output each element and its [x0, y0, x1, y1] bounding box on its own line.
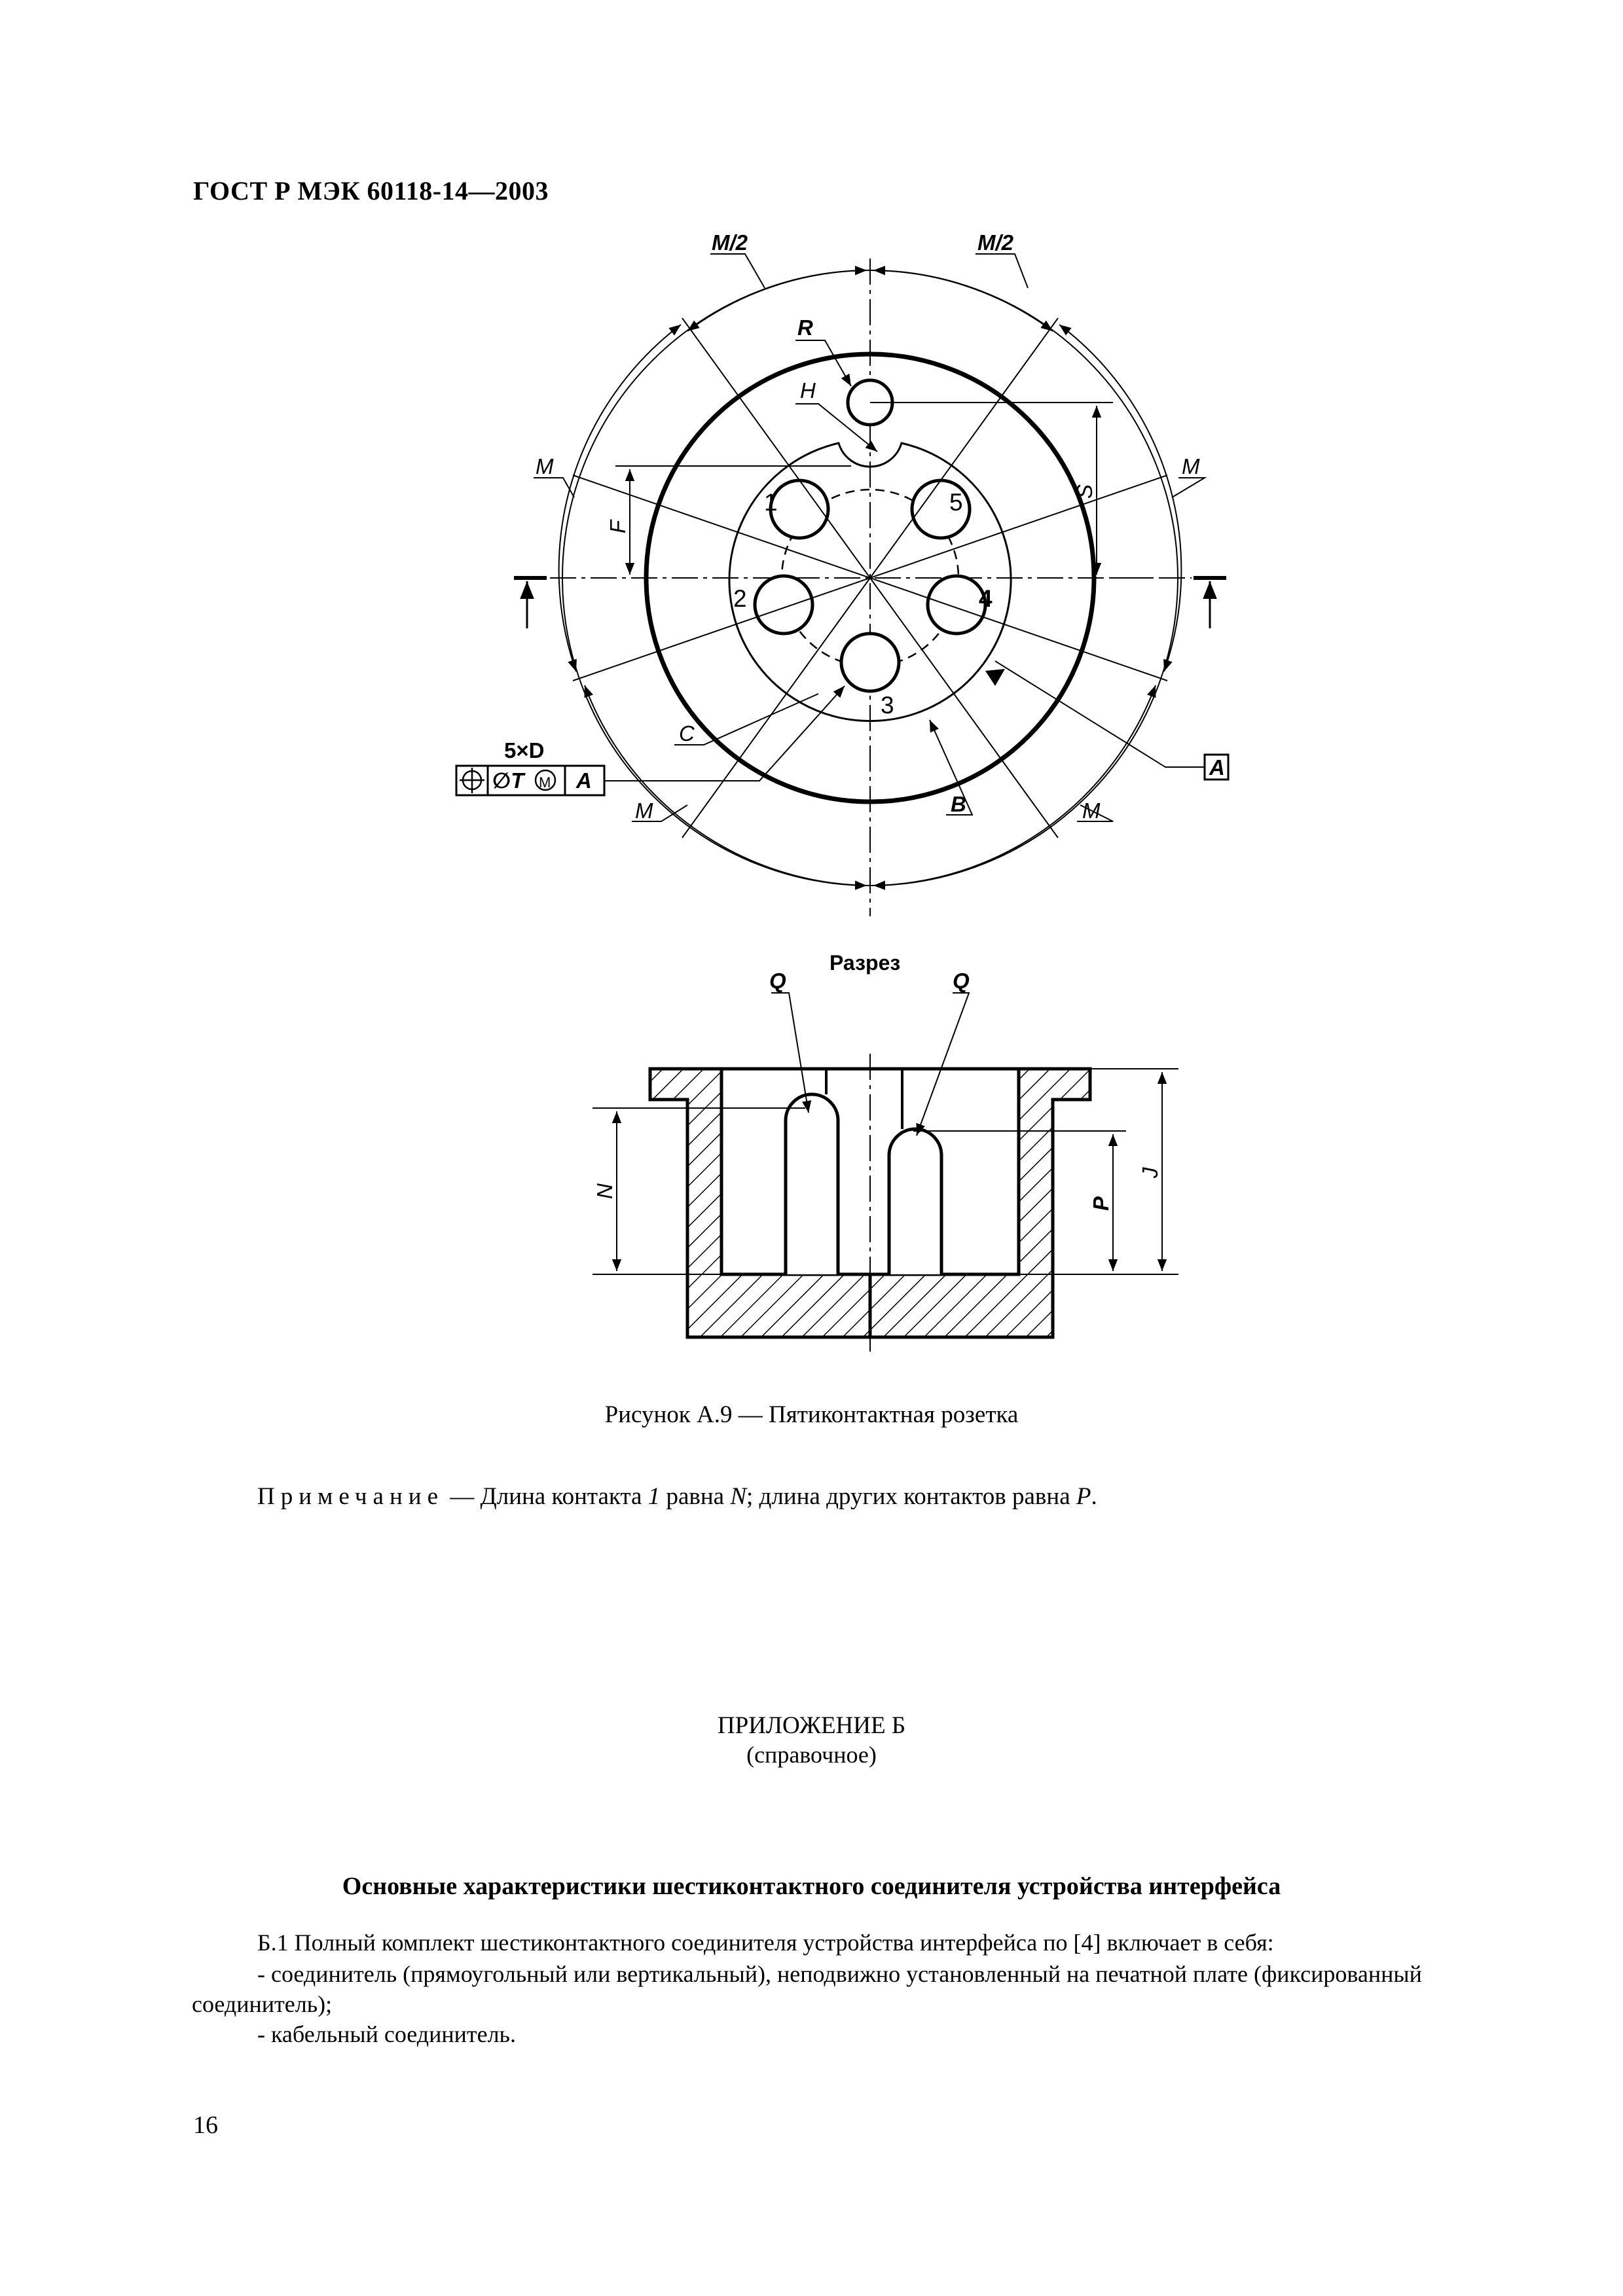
contact-hole-2	[755, 576, 812, 634]
document-header: ГОСТ Р МЭК 60118-14—2003	[193, 176, 549, 206]
label-h: H	[800, 378, 816, 403]
label-m-left: M	[536, 454, 554, 478]
note-dash: — Длина контакта	[444, 1483, 648, 1510]
label-contact-3: 3	[881, 692, 894, 719]
label-r: R	[797, 315, 813, 340]
appendix-heading	[0, 1712, 1623, 1769]
note-contact-number: 1	[647, 1483, 661, 1510]
label-f: F	[606, 520, 630, 533]
label-q-right: Q	[953, 969, 970, 993]
label-q-left: Q	[769, 969, 786, 993]
section-title: Разрез	[830, 951, 901, 975]
label-contact-1: 1	[764, 489, 778, 516]
note-end: .	[1091, 1483, 1097, 1510]
note-n: N	[730, 1483, 747, 1510]
note-mid1: равна	[660, 1483, 731, 1510]
note-p: P	[1076, 1483, 1091, 1510]
label-m-bottom-left: M	[635, 798, 653, 823]
section-dimensions	[593, 993, 1178, 1274]
section-view	[650, 1054, 1090, 1352]
label-m-half-right: M/2	[977, 230, 1014, 255]
contact-hole-1	[771, 480, 828, 538]
label-j: J	[1138, 1167, 1162, 1178]
figure-note	[257, 1482, 1097, 1511]
note-label: Примечание	[257, 1483, 444, 1510]
figure-caption: Рисунок А.9 — Пятиконтактная розетка	[604, 1401, 1019, 1428]
top-view	[456, 254, 1228, 916]
label-tol-mod: M	[539, 774, 551, 791]
paragraph-item-2: - кабельный соединитель.	[257, 2021, 516, 2047]
label-tol-count: 5×D	[504, 738, 545, 762]
label-datum-a: A	[1209, 755, 1225, 780]
label-b: B	[951, 792, 966, 816]
label-contact-5: 5	[949, 489, 963, 516]
contact-hole-4	[928, 576, 985, 634]
label-m-bottom-right: M	[1082, 798, 1101, 823]
label-n: N	[593, 1183, 617, 1199]
label-contact-2: 2	[733, 585, 747, 612]
label-s: S	[1072, 484, 1097, 499]
label-tol-value: ∅T	[492, 768, 524, 793]
label-p: P	[1089, 1196, 1113, 1211]
top-view-labels	[492, 230, 1225, 823]
label-tol-datum: A	[576, 768, 592, 793]
appendix-subtitle: (справочное)	[746, 1742, 877, 1768]
label-m-right: M	[1182, 454, 1200, 478]
paragraph-b1: Б.1 Полный комплект шестиконтактного соединителя устройства интерфейса по [4] включает в себя:	[257, 1929, 1274, 1956]
note-mid2: ; длина других контактов равна	[746, 1483, 1076, 1510]
contact-hole-3	[841, 634, 899, 691]
appendix-title: ПРИЛОЖЕНИЕ Б	[717, 1712, 906, 1739]
label-m-half-left: M/2	[712, 230, 748, 255]
page-number: 16	[193, 2111, 218, 2139]
label-c: C	[679, 721, 695, 745]
paragraph-item-1: - соединитель (прямоугольный или вертикальный), неподвижно установленный на печатной плате (фиксированный соединитель);	[192, 1961, 1422, 2017]
section-heading: Основные характеристики шестиконтактного соединителя устройства интерфейса	[342, 1873, 1281, 1900]
label-contact-4: 4	[979, 585, 993, 612]
